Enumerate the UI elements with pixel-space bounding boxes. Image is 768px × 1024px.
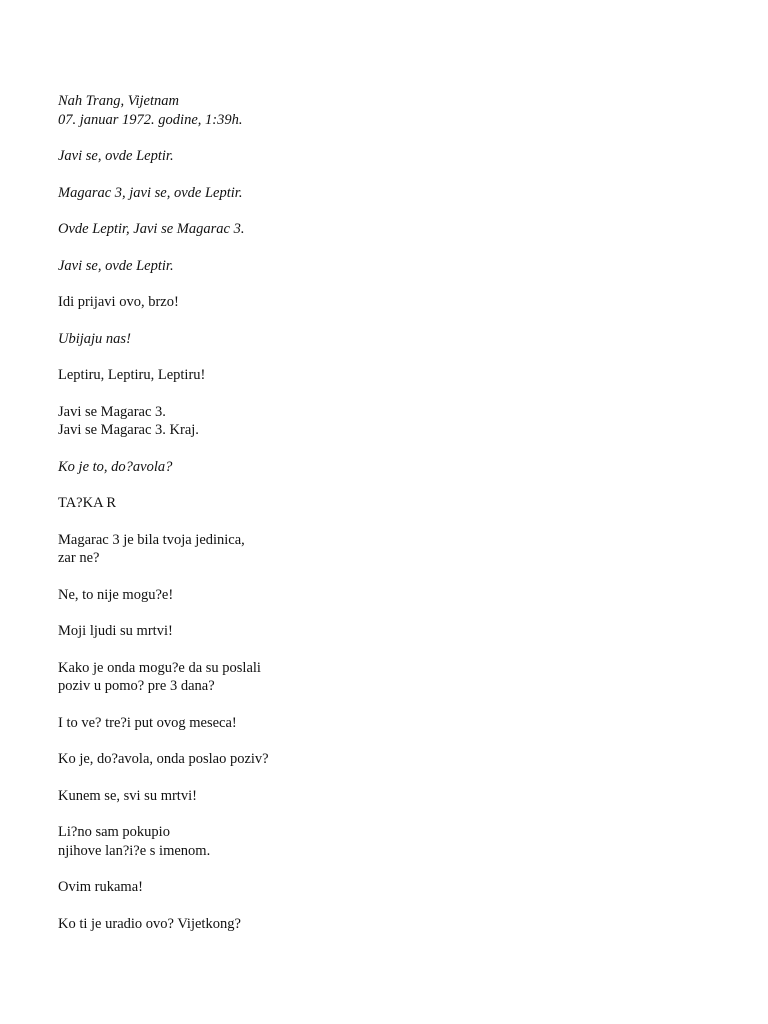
text-line: I to ve? tre?i put ovog meseca! (58, 714, 237, 731)
text-line: Ko je to, do?avola? (58, 458, 173, 475)
text-line: Javi se Magarac 3. Kraj. (58, 422, 199, 438)
text-line: njihove lan?i?e s imenom. (58, 842, 211, 859)
paragraph (58, 184, 738, 203)
text-line: Javi se Magarac 3. (58, 403, 166, 420)
text-line: poziv u pomo? pre 3 dana? (58, 678, 215, 694)
text-line: Kunem se, svi su mrtvi! (58, 787, 197, 804)
document-page (58, 92, 738, 951)
text-line: Kako je onda mogu?e da su poslali (58, 659, 261, 676)
text-line: Javi se, ovde Leptir. (58, 148, 174, 164)
text-line: Ubijaju nas! (58, 330, 131, 347)
text-line: Nah Trang, Vijetnam (58, 93, 179, 109)
text-line: Ko je, do?avola, onda poslao poziv? (58, 751, 269, 767)
paragraph (58, 878, 738, 897)
text-line: Magarac 3 je bila tvoja jedinica, (58, 531, 245, 548)
text-line: Li?no sam pokupio (58, 824, 170, 840)
text-line: Moji ljudi su mrtvi! (58, 623, 173, 639)
paragraph (58, 330, 738, 349)
text-line: Idi prijavi ovo, brzo! (58, 294, 179, 310)
title-card (58, 494, 738, 513)
text-line: Ne, to nije mogu?e! (58, 586, 174, 603)
text-line: 07. januar 1972. godine, 1:39h. (58, 111, 243, 128)
paragraph (58, 823, 738, 860)
paragraph (58, 257, 738, 276)
paragraph-location-date (58, 92, 738, 129)
paragraph (58, 531, 738, 568)
paragraph (58, 622, 738, 641)
paragraph (58, 458, 738, 477)
text-line: Ko ti je uradio ovo? Vijetkong? (58, 915, 241, 932)
paragraph (58, 586, 738, 605)
paragraph (58, 787, 738, 806)
text-line: TA?KA R (58, 495, 117, 511)
paragraph (58, 147, 738, 166)
paragraph (58, 714, 738, 733)
text-line: Javi se, ovde Leptir. (58, 257, 174, 274)
paragraph (58, 750, 738, 769)
text-line: Magarac 3, javi se, ovde Leptir. (58, 184, 243, 201)
paragraph (58, 293, 738, 312)
paragraph (58, 403, 738, 440)
text-line: Ovim rukama! (58, 879, 143, 895)
text-line: Leptiru, Leptiru, Leptiru! (58, 367, 206, 383)
text-line: Ovde Leptir, Javi se Magarac 3. (58, 221, 245, 237)
paragraph (58, 915, 738, 934)
paragraph (58, 366, 738, 385)
paragraph (58, 220, 738, 239)
paragraph (58, 659, 738, 696)
text-line: zar ne? (58, 550, 100, 566)
